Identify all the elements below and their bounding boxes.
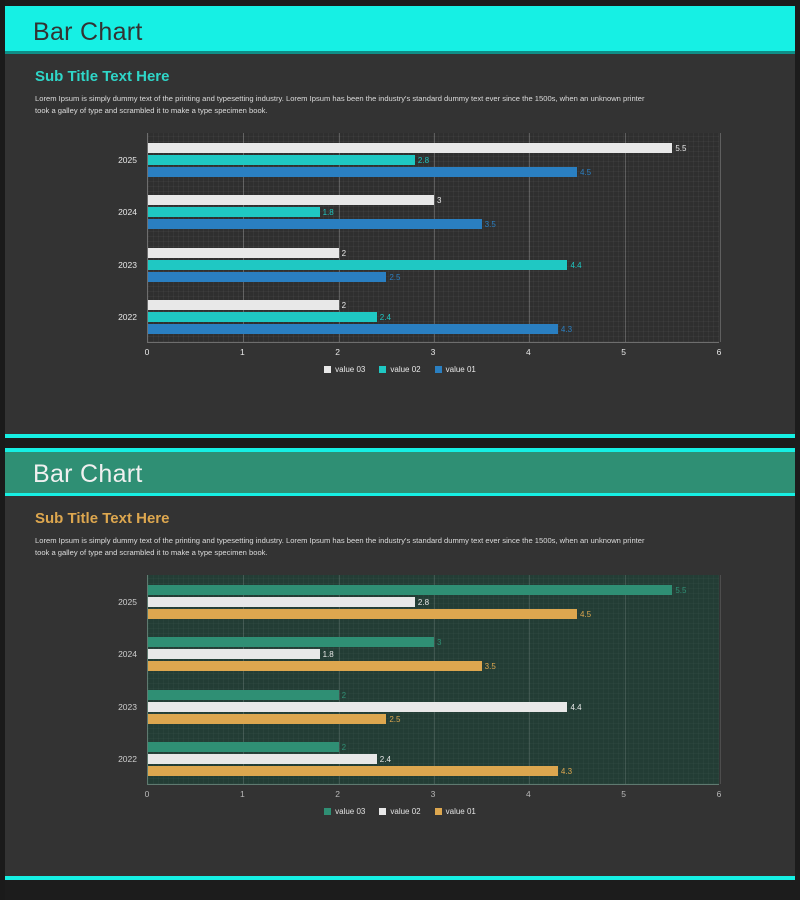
x-axis-tick-label: 1 bbox=[239, 347, 245, 358]
bar-value-label: 2 bbox=[341, 743, 347, 753]
sub-title: Sub Title Text Here bbox=[35, 510, 170, 527]
legend-swatch bbox=[435, 808, 442, 815]
bar-value-label: 2.8 bbox=[417, 597, 430, 607]
x-axis-tick-label: 0 bbox=[144, 789, 150, 800]
x-axis bbox=[144, 347, 722, 361]
gridline bbox=[720, 575, 721, 784]
y-axis-tick-label: 2024 bbox=[118, 649, 137, 660]
bar-group bbox=[148, 133, 719, 186]
bar-value-label: 2 bbox=[341, 301, 347, 311]
bar[interactable] bbox=[148, 754, 377, 764]
bar[interactable] bbox=[148, 609, 577, 619]
legend-label: value 02 bbox=[390, 807, 421, 817]
legend-swatch bbox=[435, 366, 442, 373]
chart-legend bbox=[33, 807, 767, 816]
bar-value-label: 4.3 bbox=[560, 767, 573, 777]
body-paragraph: Lorem Ipsum is simply dummy text of the printing and typesetting industry. Lorem Ipsum has been the industry's standard dummy text ever since the 1500s, when an unknown printer took a galley of type and scrambled it to make a type specimen book. bbox=[35, 536, 645, 558]
bar[interactable] bbox=[148, 207, 320, 217]
bar-value-label: 3 bbox=[437, 196, 442, 206]
legend-item[interactable] bbox=[435, 365, 476, 374]
bar[interactable] bbox=[148, 585, 672, 595]
bar-value-label: 1.8 bbox=[322, 650, 334, 660]
x-axis-tick-label: 5 bbox=[621, 347, 627, 358]
plot-area bbox=[147, 575, 719, 785]
header-underline bbox=[5, 493, 795, 496]
bar-value-label: 3.5 bbox=[484, 220, 496, 230]
bar-value-label: 2.4 bbox=[379, 755, 391, 765]
bar[interactable] bbox=[148, 260, 567, 270]
bar-value-label: 2 bbox=[341, 248, 347, 258]
legend-swatch bbox=[379, 366, 386, 373]
x-axis-tick-label: 2 bbox=[335, 347, 341, 358]
x-axis-tick-label: 2 bbox=[335, 789, 341, 800]
bar[interactable] bbox=[148, 766, 558, 776]
bar-chart bbox=[33, 575, 767, 825]
bar[interactable] bbox=[148, 597, 415, 607]
bar[interactable] bbox=[148, 167, 577, 177]
y-axis-tick-label: 2022 bbox=[118, 312, 137, 323]
bar-value-label: 4.3 bbox=[560, 325, 573, 335]
page-title: Bar Chart bbox=[33, 17, 143, 46]
bar-group bbox=[148, 628, 719, 681]
bar-group bbox=[148, 733, 719, 786]
y-axis-tick-label: 2025 bbox=[118, 596, 137, 607]
bar[interactable] bbox=[148, 324, 558, 334]
bar[interactable] bbox=[148, 637, 434, 647]
x-axis-tick-label: 6 bbox=[716, 789, 722, 800]
bar-value-label: 2.8 bbox=[417, 155, 430, 165]
bar[interactable] bbox=[148, 143, 672, 153]
legend-swatch bbox=[324, 366, 331, 373]
x-axis-tick-label: 4 bbox=[525, 347, 531, 358]
legend-label: value 03 bbox=[335, 365, 366, 375]
bar-value-label: 2.5 bbox=[389, 714, 401, 724]
bar-value-label: 4.4 bbox=[570, 260, 582, 270]
x-axis-tick-label: 5 bbox=[621, 789, 627, 800]
legend-label: value 03 bbox=[335, 807, 366, 817]
x-axis-tick-label: 6 bbox=[716, 347, 722, 358]
bar-value-label: 4.5 bbox=[580, 609, 592, 619]
slide-body bbox=[5, 54, 795, 383]
bar[interactable] bbox=[148, 272, 386, 282]
slide-body bbox=[5, 496, 795, 825]
bar-group bbox=[148, 575, 719, 628]
chart-legend bbox=[33, 365, 767, 374]
sub-title: Sub Title Text Here bbox=[35, 68, 170, 85]
bar[interactable] bbox=[148, 155, 415, 165]
slide-bottom-accent bbox=[5, 876, 795, 880]
bar-group bbox=[148, 291, 719, 344]
bar-value-label: 5.5 bbox=[675, 585, 687, 595]
y-axis-tick-label: 2023 bbox=[118, 259, 137, 270]
legend-item[interactable] bbox=[324, 807, 365, 816]
body-paragraph: Lorem Ipsum is simply dummy text of the printing and typesetting industry. Lorem Ipsum has been the industry's standard dummy text ever since the 1500s, when an unknown printer took a galley of type and scrambled it to make a type specimen book. bbox=[35, 94, 645, 116]
legend-label: value 01 bbox=[445, 807, 476, 817]
x-axis-tick-label: 1 bbox=[239, 789, 245, 800]
bar[interactable] bbox=[148, 714, 386, 724]
bar[interactable] bbox=[148, 649, 320, 659]
bar-value-label: 1.8 bbox=[322, 208, 334, 218]
legend-item[interactable] bbox=[435, 807, 476, 816]
slide-header bbox=[5, 10, 795, 54]
header-underline bbox=[5, 51, 795, 54]
bar-group bbox=[148, 238, 719, 291]
y-axis-tick-label: 2025 bbox=[118, 154, 137, 165]
bar-chart bbox=[33, 133, 767, 383]
bar-value-label: 3.5 bbox=[484, 662, 496, 672]
bar[interactable] bbox=[148, 312, 377, 322]
slide-bar-chart-green bbox=[5, 448, 795, 880]
plot-area bbox=[147, 133, 719, 343]
x-axis-tick-label: 3 bbox=[430, 347, 436, 358]
x-axis-tick-label: 4 bbox=[525, 789, 531, 800]
slide-header bbox=[5, 452, 795, 496]
bar[interactable] bbox=[148, 661, 482, 671]
bar[interactable] bbox=[148, 195, 434, 205]
bar-value-label: 5.5 bbox=[675, 143, 687, 153]
legend-label: value 01 bbox=[445, 365, 476, 375]
bar-group bbox=[148, 680, 719, 733]
gridline bbox=[720, 133, 721, 342]
bar[interactable] bbox=[148, 690, 339, 700]
bar-value-label: 3 bbox=[437, 638, 442, 648]
slide-bottom-accent bbox=[5, 434, 795, 438]
bar-value-label: 2 bbox=[341, 690, 347, 700]
legend-swatch bbox=[379, 808, 386, 815]
bar-group bbox=[148, 186, 719, 239]
bar-value-label: 2.4 bbox=[379, 313, 391, 323]
page-title: Bar Chart bbox=[33, 459, 143, 488]
legend-item[interactable] bbox=[379, 807, 420, 816]
y-axis-tick-label: 2022 bbox=[118, 754, 137, 765]
bar[interactable] bbox=[148, 702, 567, 712]
bar-value-label: 4.4 bbox=[570, 702, 582, 712]
legend-swatch bbox=[324, 808, 331, 815]
x-axis bbox=[144, 789, 722, 803]
x-axis-tick-label: 0 bbox=[144, 347, 150, 358]
y-axis-tick-label: 2024 bbox=[118, 207, 137, 218]
bar[interactable] bbox=[148, 248, 339, 258]
slide-bar-chart-teal bbox=[5, 6, 795, 438]
bar[interactable] bbox=[148, 300, 339, 310]
legend-item[interactable] bbox=[324, 365, 365, 374]
bar-value-label: 2.5 bbox=[389, 272, 401, 282]
bar[interactable] bbox=[148, 742, 339, 752]
legend-item[interactable] bbox=[379, 365, 420, 374]
bar-value-label: 4.5 bbox=[580, 167, 592, 177]
bar[interactable] bbox=[148, 219, 482, 229]
x-axis-tick-label: 3 bbox=[430, 789, 436, 800]
y-axis-tick-label: 2023 bbox=[118, 701, 137, 712]
legend-label: value 02 bbox=[390, 365, 421, 375]
